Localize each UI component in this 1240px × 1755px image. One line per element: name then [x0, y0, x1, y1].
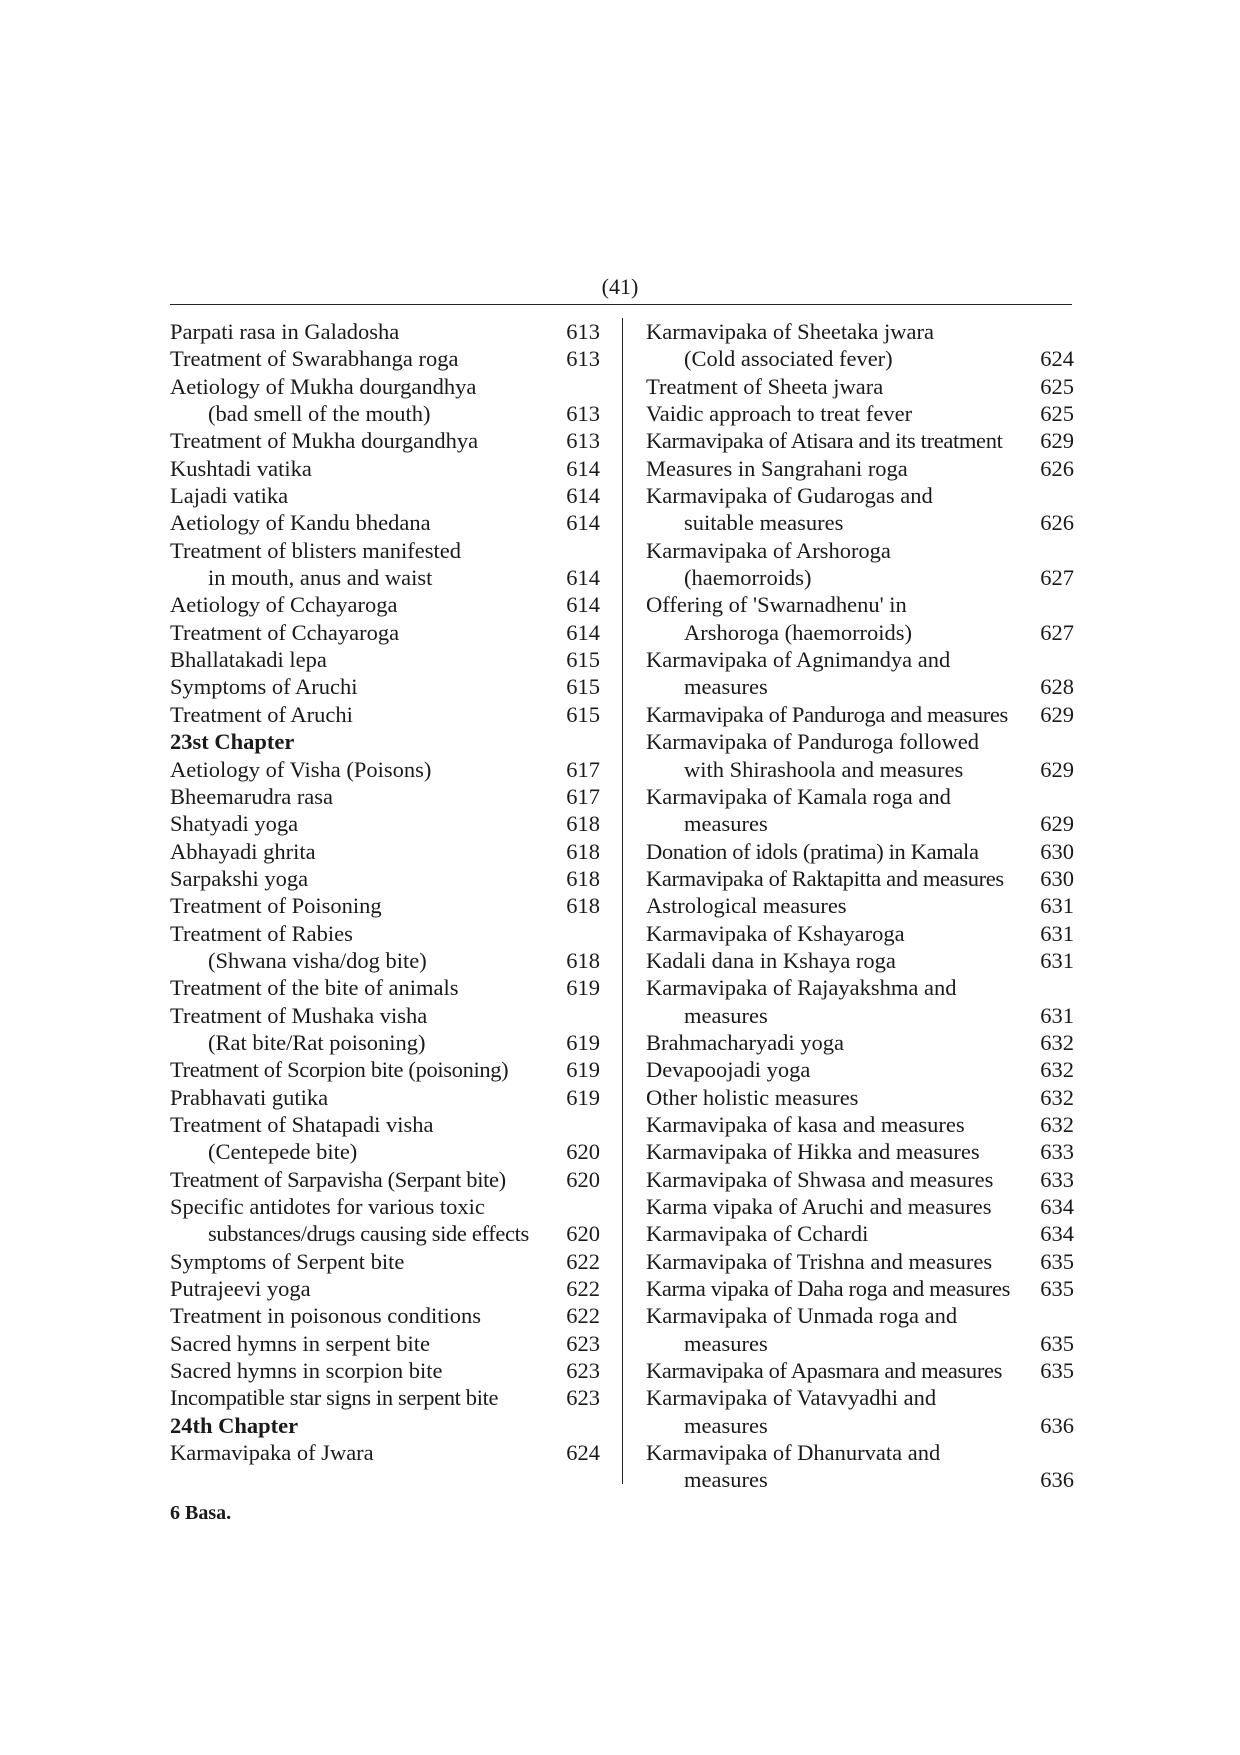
toc-entry: [646, 865, 1074, 892]
toc-entry-title: Karma vipaka of Aruchi and measures: [646, 1194, 992, 1219]
toc-entry: [170, 865, 600, 892]
toc-entry-title: Treatment of Shatapadi visha: [170, 1111, 434, 1137]
toc-entry: [170, 1330, 600, 1357]
toc-entry-page: 629: [1040, 756, 1074, 782]
toc-entry: [646, 1275, 1074, 1302]
toc-entry: [646, 892, 1074, 919]
toc-entry: [646, 1193, 1074, 1220]
toc-entry-title: Lajadi vatika: [170, 483, 289, 509]
toc-entry-page: 626: [1040, 510, 1074, 536]
toc-entry-title: Astrological measures: [646, 893, 847, 919]
toc-entry-title: Treatment of the bite of animals: [170, 975, 459, 1001]
toc-entry-title: Karmavipaka of Trishna and measures: [646, 1248, 993, 1274]
toc-entry-page: 636: [1040, 1412, 1074, 1438]
toc-entry: [170, 673, 600, 700]
toc-entry-page: 614: [566, 455, 600, 481]
toc-entry-title: Aetiology of Kandu bhedana: [170, 510, 431, 536]
toc-entry-page: 618: [566, 838, 600, 864]
toc-entry-page: 614: [566, 565, 600, 591]
toc-entry: [646, 646, 1074, 673]
toc-entry-title: Karmavipaka of Gudarogas and: [646, 483, 933, 509]
toc-entry: [646, 1056, 1074, 1083]
toc-entry: [170, 947, 600, 974]
toc-entry-page: 615: [566, 674, 600, 700]
toc-entry-page: 634: [1040, 1221, 1074, 1247]
toc-entry: [646, 838, 1074, 865]
toc-entry: [170, 920, 600, 947]
footer-signature: 6 Basa.: [170, 1502, 232, 1524]
toc-entry: [646, 1439, 1074, 1466]
toc-entry-title: Aetiology of Visha (Poisons): [170, 756, 432, 782]
toc-entry-page: 613: [566, 401, 600, 427]
toc-entry-title: Treatment of Mushaka visha: [170, 1002, 428, 1028]
toc-entry: [170, 318, 600, 345]
toc-entry-title: Treatment in poisonous conditions: [170, 1303, 482, 1329]
toc-entry-page: 636: [1040, 1467, 1074, 1493]
toc-entry-title: Offering of 'Swarnadhenu' in: [646, 592, 907, 618]
toc-entry-title: suitable measures: [684, 510, 844, 536]
toc-entry-title: Karmavipaka of Sheetaka jwara: [646, 319, 934, 344]
toc-entry: [170, 564, 600, 591]
toc-entry-title: Putrajeevi yoga: [170, 1276, 311, 1302]
toc-entry: [170, 1248, 600, 1275]
toc-entry-page: 620: [566, 1166, 600, 1192]
toc-entry-page: 618: [566, 947, 600, 973]
toc-entry: [170, 892, 600, 919]
toc-entry-title: Sacred hymns in serpent bite: [170, 1330, 430, 1356]
toc-entry-title: Abhayadi ghrita: [170, 838, 316, 864]
toc-entry-title: Treatment of Scorpion bite (poisoning): [170, 1057, 509, 1083]
toc-entry-page: 624: [566, 1440, 600, 1466]
toc-entry-page: 615: [566, 647, 600, 673]
toc-entry: [170, 455, 600, 482]
toc-entry: [170, 1275, 600, 1302]
toc-entry: [170, 1056, 600, 1083]
chapter-heading: [170, 728, 600, 755]
toc-entry: [170, 1002, 600, 1029]
toc-entry-title: with Shirashoola and measures: [684, 756, 964, 782]
toc-entry-title: Karmavipaka of Apasmara and measures: [646, 1358, 1003, 1384]
toc-entry-title: Karma vipaka of Daha roga and measures: [646, 1276, 1011, 1302]
toc-entry: [646, 1111, 1074, 1138]
toc-entry-title: measures: [684, 674, 768, 700]
toc-entry-title: measures: [684, 811, 768, 837]
toc-entry-page: 613: [566, 346, 600, 372]
toc-entry: [170, 646, 600, 673]
toc-entry-title: Treatment of Rabies: [170, 920, 353, 946]
toc-entry-page: 619: [566, 975, 600, 1001]
toc-entry-title: (Shwana visha/dog bite): [208, 947, 427, 973]
toc-entry-title: Symptoms of Serpent bite: [170, 1248, 405, 1274]
toc-entry: [170, 1384, 600, 1411]
toc-entry: [170, 1084, 600, 1111]
toc-entry-title: Treatment of Poisoning: [170, 893, 382, 919]
toc-entry-page: 618: [566, 811, 600, 837]
toc-entry: [170, 427, 600, 454]
toc-entry-title: Devapoojadi yoga: [646, 1057, 811, 1083]
toc-entry-title: Treatment of Mukha dourgandhya: [170, 428, 479, 454]
toc-entry-title: Karmavipaka of Hikka and measures: [646, 1139, 980, 1165]
toc-entry-title: Karmavipaka of kasa and measures: [646, 1111, 965, 1137]
toc-entry: [646, 345, 1074, 372]
toc-entry: [646, 1029, 1074, 1056]
toc-entry-title: Donation of idols (pratima) in Kamala: [646, 838, 979, 864]
toc-entry-page: 625: [1040, 373, 1074, 399]
toc-entry: [646, 373, 1074, 400]
toc-entry-title: Incompatible star signs in serpent bite: [170, 1385, 499, 1411]
toc-entry: [170, 810, 600, 837]
toc-entry: [170, 1220, 600, 1247]
toc-entry: [646, 1466, 1074, 1493]
toc-entry: [646, 455, 1074, 482]
toc-entry-title: Bheemarudra rasa: [170, 783, 334, 809]
contents-right-column: [646, 318, 1074, 1494]
toc-entry-page: 614: [566, 592, 600, 618]
toc-entry-title: Bhallatakadi lepa: [170, 647, 327, 673]
toc-entry-page: 632: [1040, 1111, 1074, 1137]
toc-entry: [646, 1220, 1074, 1247]
toc-entry: [646, 564, 1074, 591]
toc-entry: [170, 619, 600, 646]
toc-entry-page: 614: [566, 483, 600, 509]
toc-entry-page: 619: [566, 1029, 600, 1055]
toc-entry: [170, 400, 600, 427]
toc-entry: [170, 373, 600, 400]
toc-entry-title: Sarpakshi yoga: [170, 865, 309, 891]
toc-entry-title: Treatment of Sheeta jwara: [646, 373, 884, 399]
toc-entry-page: 633: [1040, 1139, 1074, 1165]
toc-entry-title: Treatment of blisters manifested: [170, 537, 461, 563]
toc-entry-page: 618: [566, 865, 600, 891]
toc-entry: [646, 482, 1074, 509]
toc-entry: [646, 1302, 1074, 1329]
contents-left-column: [170, 318, 600, 1466]
toc-entry-title: Aetiology of Mukha dourgandhya: [170, 373, 477, 399]
toc-entry-page: 623: [566, 1358, 600, 1384]
toc-entry: [170, 1138, 600, 1165]
toc-entry-page: 619: [566, 1057, 600, 1083]
toc-entry-title: Karmavipaka of Shwasa and measures: [646, 1166, 994, 1192]
page-number: (41): [601, 274, 639, 299]
toc-entry: [646, 920, 1074, 947]
toc-entry-title: Other holistic measures: [646, 1084, 859, 1110]
toc-entry-page: 620: [566, 1221, 600, 1247]
toc-entry: [170, 537, 600, 564]
toc-entry-title: substances/drugs causing side effects: [208, 1221, 529, 1247]
toc-entry-title: Karmavipaka of Raktapitta and measures: [646, 865, 1004, 891]
toc-entry-title: Karmavipaka of Arshoroga: [646, 537, 891, 563]
chapter-heading: [170, 1412, 600, 1439]
toc-entry-page: 614: [566, 510, 600, 536]
toc-entry-page: 622: [566, 1276, 600, 1302]
toc-entry-page: 619: [566, 1084, 600, 1110]
toc-entry: [170, 783, 600, 810]
toc-entry-title: Karmavipaka of Agnimandya and: [646, 647, 951, 673]
toc-entry-page: 635: [1040, 1248, 1074, 1274]
toc-entry: [170, 974, 600, 1001]
toc-entry-page: 626: [1040, 455, 1074, 481]
toc-entry-title: Parpati rasa in Galadosha: [170, 319, 400, 344]
toc-entry-title: Kadali dana in Kshaya roga: [646, 947, 896, 973]
toc-entry-page: 635: [1040, 1276, 1074, 1302]
toc-entry: [170, 701, 600, 728]
toc-entry-title: Aetiology of Cchayaroga: [170, 592, 398, 618]
toc-entry: [646, 1412, 1074, 1439]
toc-entry: [646, 591, 1074, 618]
toc-entry-title: (Rat bite/Rat poisoning): [208, 1029, 426, 1055]
toc-entry-title: Karmavipaka of Kshayaroga: [646, 920, 905, 946]
chapter-heading-text: 23st Chapter: [170, 729, 295, 755]
toc-entry-page: 631: [1040, 893, 1074, 919]
toc-entry-title: Treatment of Cchayaroga: [170, 619, 400, 645]
toc-entry-title: measures: [684, 1467, 768, 1493]
toc-entry-title: Prabhavati gutika: [170, 1084, 329, 1110]
toc-entry-title: Shatyadi yoga: [170, 811, 299, 837]
toc-entry: [646, 756, 1074, 783]
toc-entry: [170, 1357, 600, 1384]
toc-entry-title: Karmavipaka of Panduroga followed: [646, 729, 980, 755]
toc-entry-page: 628: [1040, 674, 1074, 700]
toc-entry: [646, 974, 1074, 1001]
toc-entry-title: Symptoms of Aruchi: [170, 674, 358, 700]
toc-entry-page: 627: [1040, 565, 1074, 591]
toc-entry-page: 631: [1040, 1002, 1074, 1028]
toc-entry: [646, 509, 1074, 536]
toc-entry-page: 631: [1040, 947, 1074, 973]
top-rule: [170, 304, 1072, 305]
toc-entry-title: Karmavipaka of Vatavyadhi and: [646, 1385, 937, 1411]
toc-entry-title: Sacred hymns in scorpion bite: [170, 1358, 443, 1384]
toc-entry: [170, 1439, 600, 1466]
toc-entry-title: Karmavipaka of Kamala roga and: [646, 783, 951, 809]
toc-entry-page: 632: [1040, 1029, 1074, 1055]
toc-entry: [170, 345, 600, 372]
toc-entry-page: 625: [1040, 401, 1074, 427]
toc-entry-title: Measures in Sangrahani roga: [646, 455, 908, 481]
toc-entry-page: 618: [566, 893, 600, 919]
toc-entry: [170, 1302, 600, 1329]
toc-entry: [646, 427, 1074, 454]
toc-entry: [646, 1138, 1074, 1165]
toc-entry-title: Treatment of Swarabhanga roga: [170, 346, 459, 372]
toc-entry: [170, 1111, 600, 1138]
toc-entry-title: Karmavipaka of Atisara and its treatment: [646, 428, 1003, 454]
toc-entry-page: 632: [1040, 1057, 1074, 1083]
toc-entry-page: 622: [566, 1303, 600, 1329]
toc-entry: [646, 1384, 1074, 1411]
toc-entry: [646, 1002, 1074, 1029]
toc-entry-title: Karmavipaka of Panduroga and measures: [646, 701, 1008, 727]
toc-entry-page: 617: [566, 756, 600, 782]
toc-entry-title: measures: [684, 1412, 768, 1438]
toc-entry: [170, 509, 600, 536]
toc-entry-title: Karmavipaka of Cchardi: [646, 1221, 869, 1247]
toc-entry: [170, 1166, 600, 1193]
toc-entry-page: 634: [1040, 1194, 1074, 1219]
toc-entry: [170, 756, 600, 783]
toc-entry-title: (bad smell of the mouth): [208, 401, 431, 427]
toc-entry-title: Arshoroga (haemorroids): [684, 619, 913, 645]
toc-entry: [646, 810, 1074, 837]
toc-entry-page: 635: [1040, 1330, 1074, 1356]
chapter-heading-text: 24th Chapter: [170, 1412, 299, 1438]
toc-entry: [646, 1248, 1074, 1275]
toc-entry: [170, 1029, 600, 1056]
toc-entry-title: (haemorroids): [684, 565, 812, 591]
toc-entry-page: 614: [566, 619, 600, 645]
toc-entry: [646, 619, 1074, 646]
toc-entry: [170, 838, 600, 865]
toc-entry: [646, 701, 1074, 728]
toc-entry-page: 620: [566, 1139, 600, 1165]
toc-entry-page: 622: [566, 1248, 600, 1274]
toc-entry: [646, 537, 1074, 564]
toc-entry-page: 613: [566, 428, 600, 454]
toc-entry-page: 624: [1040, 346, 1074, 372]
toc-entry-title: Vaidic approach to treat fever: [646, 401, 913, 427]
toc-entry: [170, 591, 600, 618]
toc-entry-title: Brahmacharyadi yoga: [646, 1029, 845, 1055]
toc-entry-page: 615: [566, 701, 600, 727]
toc-entry-page: 631: [1040, 920, 1074, 946]
toc-entry-title: Karmavipaka of Unmada roga and: [646, 1303, 958, 1329]
toc-entry-title: Karmavipaka of Dhanurvata and: [646, 1440, 941, 1466]
toc-entry-title: Treatment of Sarpavisha (Serpant bite): [170, 1166, 506, 1192]
toc-entry-page: 632: [1040, 1084, 1074, 1110]
toc-entry-title: in mouth, anus and waist: [208, 565, 433, 591]
toc-entry-title: Specific antidotes for various toxic: [170, 1194, 485, 1219]
column-divider: [622, 318, 623, 1484]
toc-entry-page: 617: [566, 783, 600, 809]
toc-entry: [170, 1193, 600, 1220]
toc-entry: [646, 783, 1074, 810]
toc-entry-title: (Centepede bite): [208, 1139, 358, 1165]
toc-entry-page: 623: [566, 1385, 600, 1411]
toc-entry: [646, 1166, 1074, 1193]
toc-entry-page: 627: [1040, 619, 1074, 645]
toc-entry-page: 629: [1040, 701, 1074, 727]
toc-entry-page: 623: [566, 1330, 600, 1356]
toc-entry-title: Karmavipaka of Jwara: [170, 1440, 374, 1466]
toc-entry: [646, 1357, 1074, 1384]
toc-entry: [646, 728, 1074, 755]
toc-entry-page: 613: [566, 319, 600, 344]
toc-entry-title: measures: [684, 1002, 768, 1028]
toc-entry-title: (Cold associated fever): [684, 346, 893, 372]
toc-entry-page: 630: [1040, 838, 1074, 864]
toc-entry-title: Kushtadi vatika: [170, 455, 312, 481]
toc-entry: [646, 673, 1074, 700]
toc-entry: [646, 400, 1074, 427]
toc-entry-page: 629: [1040, 428, 1074, 454]
toc-entry: [646, 318, 1074, 345]
toc-entry-page: 633: [1040, 1166, 1074, 1192]
toc-entry-page: 635: [1040, 1358, 1074, 1384]
toc-entry: [646, 1330, 1074, 1357]
toc-entry-page: 630: [1040, 865, 1074, 891]
toc-entry: [646, 947, 1074, 974]
toc-entry-title: Treatment of Aruchi: [170, 701, 353, 727]
toc-entry-title: measures: [684, 1330, 768, 1356]
toc-entry-page: 629: [1040, 811, 1074, 837]
toc-entry: [170, 482, 600, 509]
toc-entry: [646, 1084, 1074, 1111]
toc-entry-title: Karmavipaka of Rajayakshma and: [646, 975, 957, 1001]
